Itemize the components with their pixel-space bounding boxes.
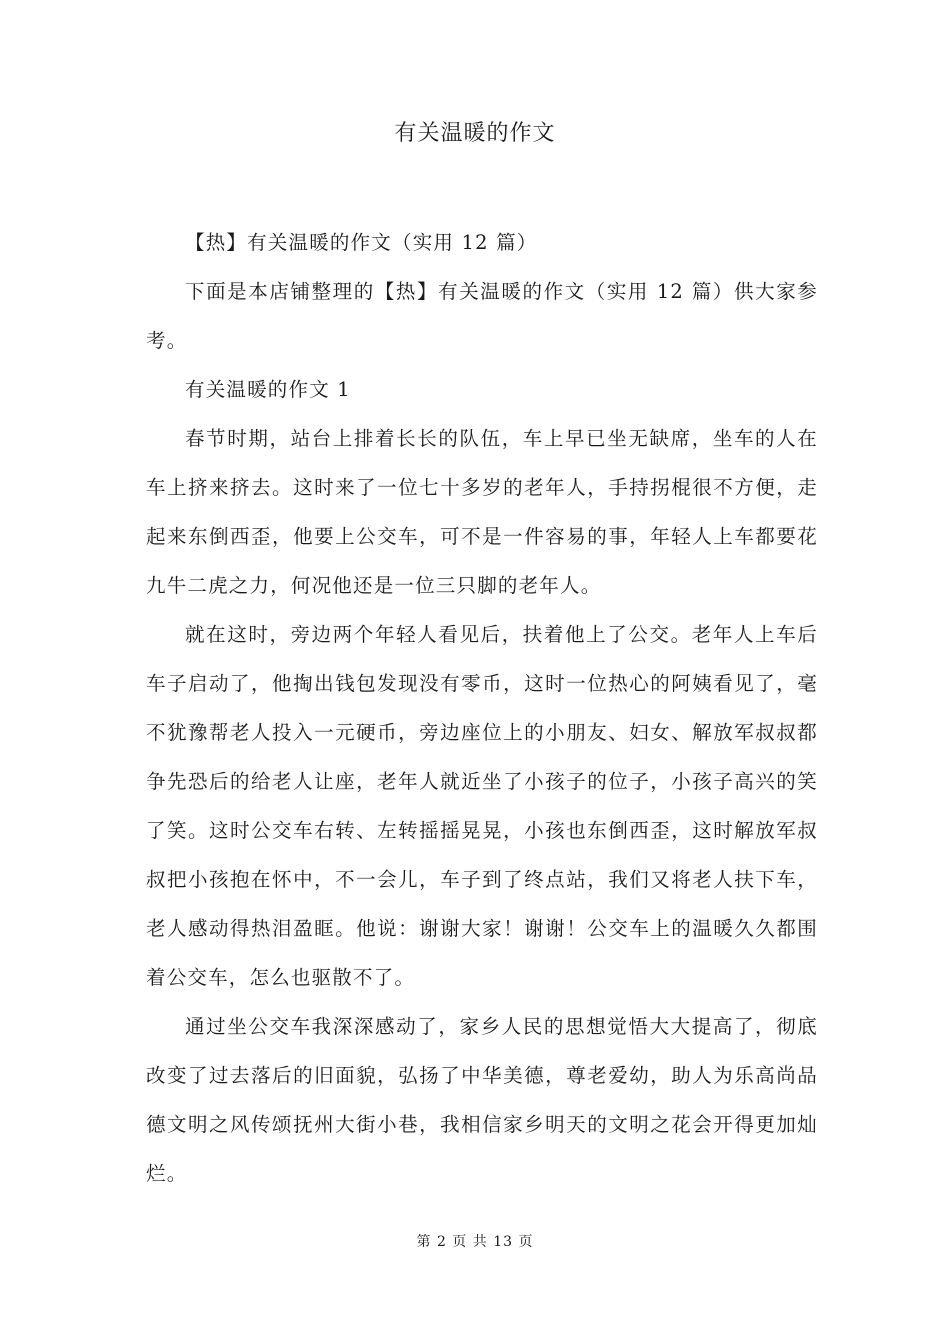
paragraph: 通过坐公交车我深深感动了，家乡人民的思想觉悟大大提高了，彻底改变了过去落后的旧面貌，弘扬了中华美德，尊老爱幼，助人为乐高尚品德文明之风传颂抚州大街小巷，我相信家乡明天的文明之花会开得更加灿烂。 [146, 1015, 818, 1185]
paragraph-heading: 【热】有关温暖的作文（实用 12 篇） [185, 231, 538, 254]
page-footer: 第 2 页 共 13 页 [416, 1234, 534, 1250]
section-title: 有关温暖的作文 1 [185, 378, 351, 401]
paragraph-intro: 下面是本店铺整理的【热】有关温暖的作文（实用 12 篇）供大家参考。 [146, 280, 818, 352]
paragraph: 就在这时，旁边两个年轻人看见后，扶着他上了公交。老年人上车后车子启动了，他掏出钱包发现没有零币，这时一位热心的阿姨看见了，毫不犹豫帮老人投入一元硬币，旁边座位上的小朋友、妇女、解放军叔叔都争先恐后的给老人让座，老年人就近坐了小孩子的位子，小孩子高兴的笑了笑。这时公交车右转、左转摇摇晃晃，小孩也东倒西歪，这时解放军叔叔把小孩抱在怀中，不一会儿，车子到了终点站，我们又将老人扶下车，老人感动得热泪盈眶。他说：谢谢大家！谢谢！公交车上的温暖久久都围着公交车，怎么也驱散不了。 [146, 623, 818, 989]
document-title: 有关温暖的作文 [394, 121, 556, 146]
paragraph: 春节时期，站台上排着长长的队伍，车上早已坐无缺席，坐车的人在车上挤来挤去。这时来了一位七十多岁的老年人，手持拐棍很不方便，走起来东倒西歪，他要上公交车，可不是一件容易的事，年轻人上车都要花九牛二虎之力，何况他还是一位三只脚的老年人。 [146, 427, 818, 597]
document-body [146, 218, 818, 1198]
